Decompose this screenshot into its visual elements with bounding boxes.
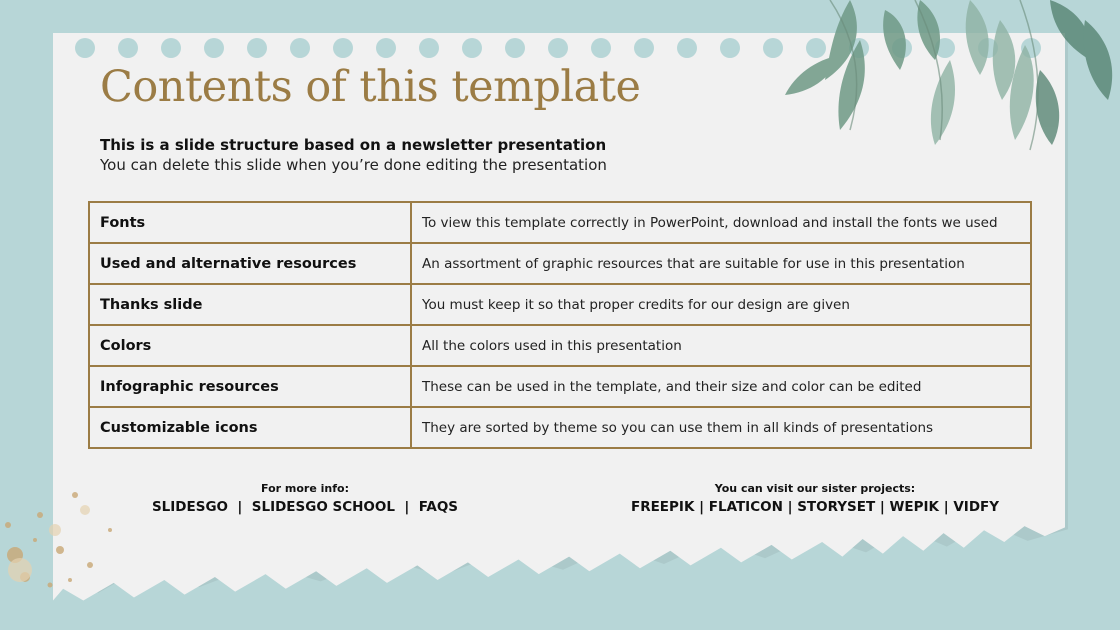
row-name: Fonts xyxy=(89,202,411,243)
subtitle: You can delete this slide when you’re done editing the presentation xyxy=(100,156,607,174)
table-row xyxy=(89,202,1031,243)
table-row xyxy=(89,284,1031,325)
row-name: Customizable icons xyxy=(89,407,411,448)
table-row xyxy=(89,366,1031,407)
page-title: Contents of this template xyxy=(100,62,641,112)
footer-more-info-links[interactable]: SLIDESGO | SLIDESGO SCHOOL | FAQS xyxy=(151,499,459,515)
footer-more-info xyxy=(150,482,460,515)
row-description: These can be used in the template, and their size and color can be edited xyxy=(411,366,1031,407)
row-description: To view this template correctly in PowerPoint, download and install the fonts we used xyxy=(411,202,1031,243)
row-description: You must keep it so that proper credits for our design are given xyxy=(411,284,1031,325)
row-name: Used and alternative resources xyxy=(89,243,411,284)
eucalyptus-leaves-icon xyxy=(690,0,1120,160)
row-description: They are sorted by theme so you can use them in all kinds of presentations xyxy=(411,407,1031,448)
gold-splatter-icon xyxy=(0,455,140,605)
footer-sister-projects-links[interactable]: FREEPIK | FLATICON | STORYSET | WEPIK | VIDFY xyxy=(630,499,1000,515)
footer-more-info-label: For more info: xyxy=(261,482,349,495)
row-name: Colors xyxy=(89,325,411,366)
row-description: All the colors used in this presentation xyxy=(411,325,1031,366)
footer-sister-projects-label: You can visit our sister projects: xyxy=(714,482,916,495)
row-name: Infographic resources xyxy=(89,366,411,407)
contents-table xyxy=(88,201,1032,449)
row-description: An assortment of graphic resources that are suitable for use in this presentation xyxy=(411,243,1031,284)
row-name: Thanks slide xyxy=(89,284,411,325)
table-row xyxy=(89,407,1031,448)
table-row xyxy=(89,325,1031,366)
footer-sister-projects xyxy=(600,482,1030,515)
subtitle-bold: This is a slide structure based on a newsletter presentation xyxy=(100,136,607,154)
table-row xyxy=(89,243,1031,284)
